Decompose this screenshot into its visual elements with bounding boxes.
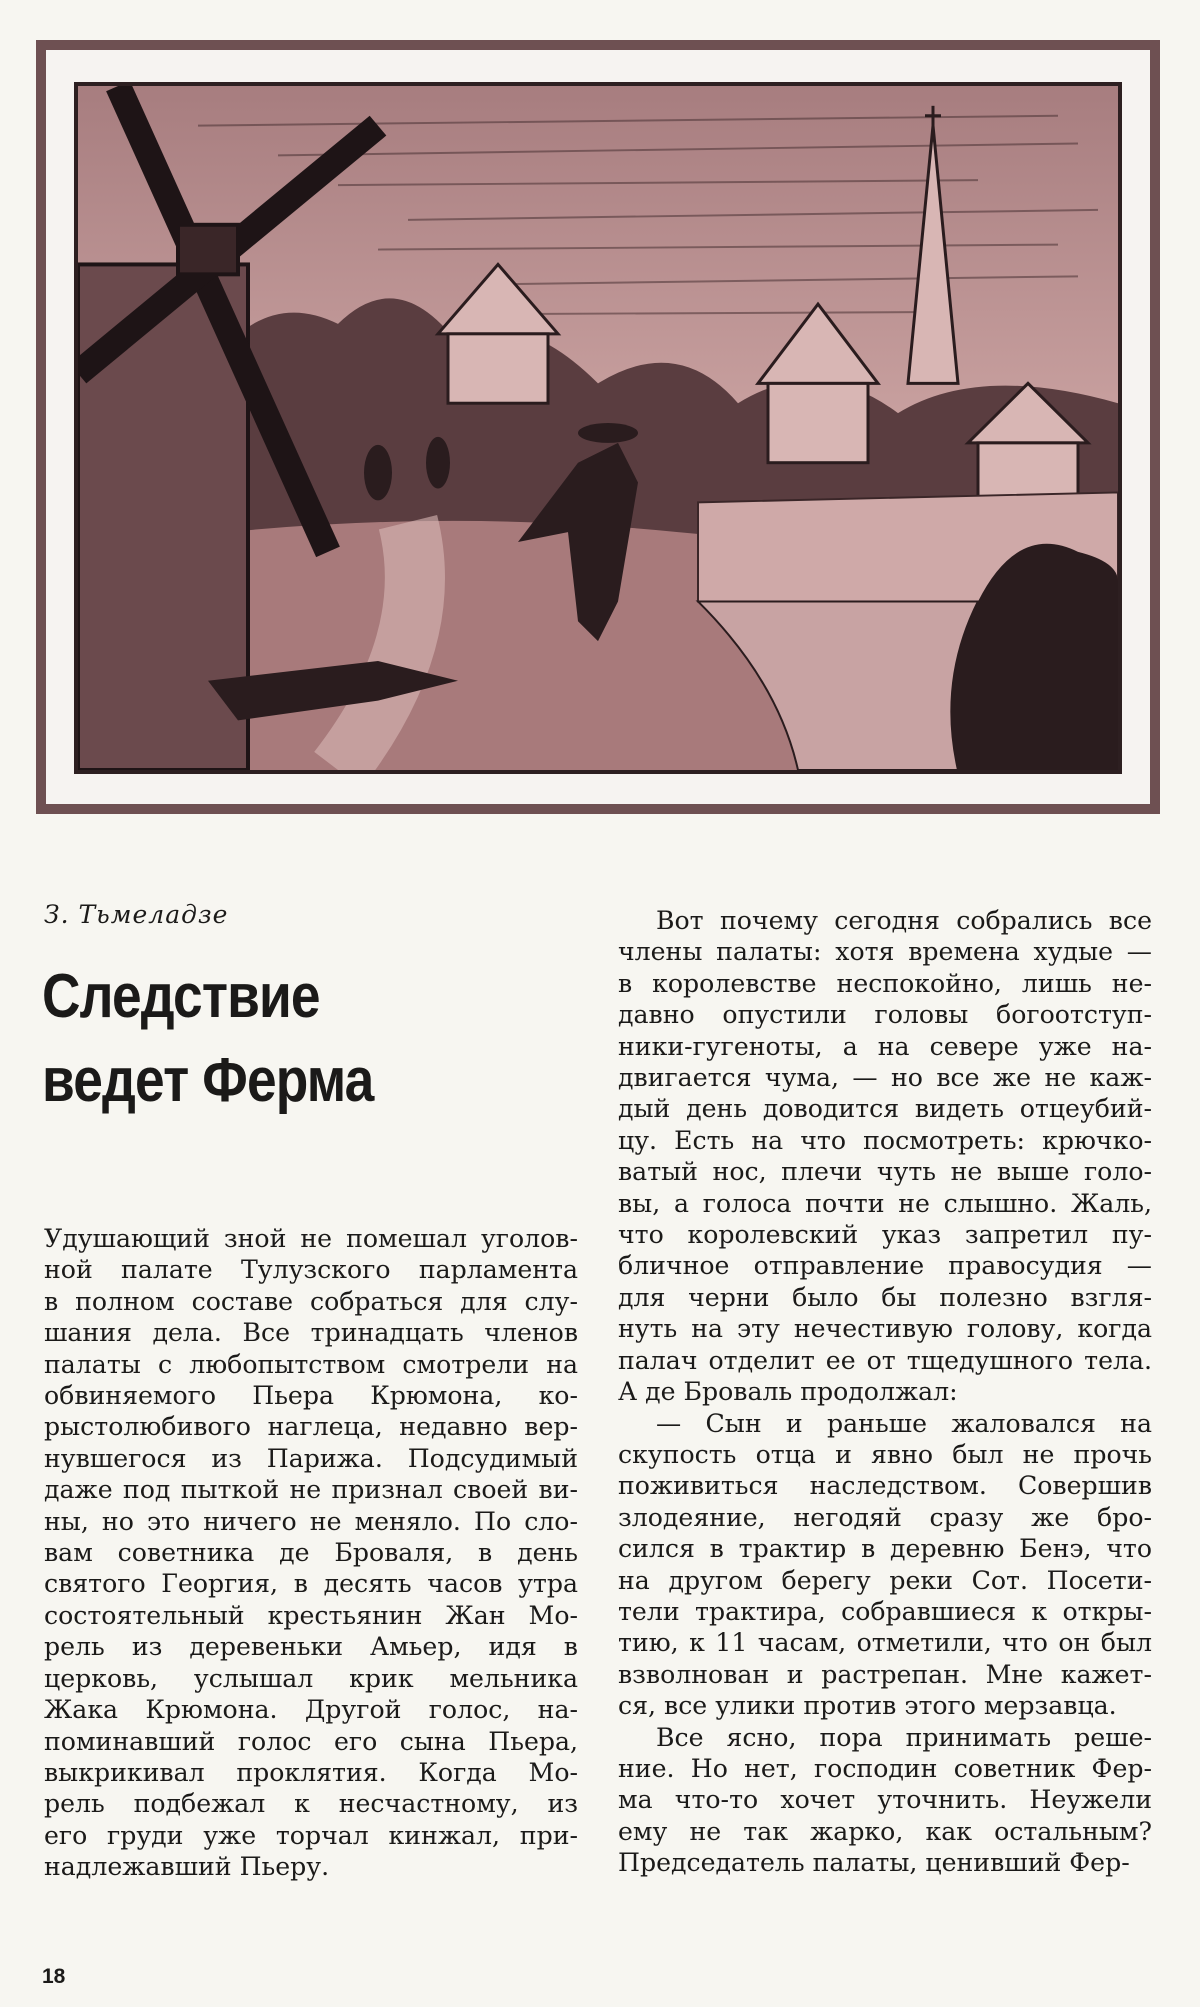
text-line: двигается чума, — но все же не каж- bbox=[618, 1063, 1152, 1093]
text-line: ему не так жарко, как остальным? bbox=[618, 1816, 1152, 1846]
text-line: скупость отца и явно был не прочь bbox=[618, 1439, 1152, 1469]
illustration-mat bbox=[46, 50, 1150, 804]
text-line: что королевский указ запретил пу- bbox=[618, 1220, 1152, 1250]
text-line: ной палате Тулузского парламента bbox=[44, 1255, 578, 1285]
text-line: рыстолюбивого наглеца, недавно вер- bbox=[44, 1412, 578, 1442]
text-line: вы, а голоса почти не слышно. Жаль, bbox=[618, 1188, 1152, 1218]
text-line: палаты с любопытством смотрели на bbox=[44, 1349, 578, 1379]
text-line: А де Броваль продолжал: bbox=[618, 1377, 958, 1407]
text-line: состоятельный крестьянин Жан Мо- bbox=[44, 1600, 578, 1630]
text-line: давно опустили головы богоотступ- bbox=[618, 1000, 1152, 1030]
title-line: Следствие bbox=[42, 962, 320, 1031]
text-column-right bbox=[618, 905, 1152, 1879]
text-line: в полном составе собраться для слу- bbox=[44, 1286, 578, 1316]
text-line: вам советника де Броваля, в день bbox=[44, 1538, 578, 1568]
text-line: его груди уже торчал кинжал, при- bbox=[44, 1820, 578, 1850]
text-line: злодеяние, негодяй сразу же бро- bbox=[618, 1502, 1152, 1532]
text-line: ся, все улики против этого мерзавца. bbox=[618, 1691, 1117, 1721]
text-line: рель из деревеньки Амьер, идя в bbox=[44, 1632, 578, 1662]
text-line: поживиться наследством. Совершив bbox=[618, 1471, 1152, 1501]
text-line: сился в трактир в деревню Бенэ, что bbox=[618, 1534, 1152, 1564]
text-line: Жака Крюмона. Другой голос, на- bbox=[44, 1695, 578, 1725]
text-line: поминавший голос его сына Пьера, bbox=[44, 1726, 578, 1756]
text-line: ны, но это ничего не меняло. По сло- bbox=[44, 1506, 578, 1536]
illustration-frame bbox=[36, 40, 1160, 814]
text-column-left bbox=[44, 1223, 578, 1883]
text-line: тию, к 11 часам, отметили, что он был bbox=[618, 1628, 1152, 1658]
text-line: святого Георгия, в десять часов утра bbox=[44, 1569, 578, 1599]
text-line: рель подбежал к несчастному, из bbox=[44, 1789, 578, 1819]
text-line: Вот почему сегодня собрались все bbox=[656, 906, 1152, 935]
text-line: шания дела. Все тринадцать членов bbox=[44, 1318, 578, 1348]
text-line: Все ясно, пора принимать реше- bbox=[656, 1722, 1152, 1752]
text-line: дый день доводится видеть отцеубий- bbox=[618, 1094, 1152, 1124]
text-line: Председатель палаты, ценивший Фер- bbox=[618, 1848, 1130, 1878]
text-line: — Сын и раньше жаловался на bbox=[656, 1408, 1152, 1438]
text-line: на другом берегу реки Сот. Посети- bbox=[618, 1565, 1152, 1595]
text-line: члены палаты: хотя времена худые — bbox=[618, 937, 1152, 967]
text-line: нуть на эту нечестивую голову, когда bbox=[618, 1314, 1152, 1344]
illustration bbox=[74, 82, 1122, 774]
text-line: ма что-то хочет уточнить. Неужели bbox=[618, 1785, 1152, 1815]
article-title bbox=[42, 955, 524, 1123]
text-line: выкрикивал проклятия. Когда Мо- bbox=[44, 1757, 578, 1787]
page-number: 18 bbox=[42, 1965, 66, 1988]
text-line: тели трактира, собравшиеся к откры- bbox=[618, 1596, 1152, 1626]
text-line: надлежавший Пьеру. bbox=[44, 1852, 330, 1882]
text-line: нувшегося из Парижа. Подсудимый bbox=[44, 1443, 578, 1473]
text-line: в королевстве неспокойно, лишь не- bbox=[618, 968, 1152, 998]
text-line: палач отделит ее от тщедушного тела. bbox=[618, 1345, 1152, 1375]
text-line: цу. Есть на что посмотреть: крючко- bbox=[618, 1125, 1152, 1155]
text-line: для черни было бы полезно взгля- bbox=[618, 1282, 1152, 1312]
byline: З. Тьмеладзе bbox=[44, 900, 229, 929]
text-line: Удушающий зной не помешал уголов- bbox=[44, 1224, 578, 1253]
title-line: ведет Ферма bbox=[42, 1046, 374, 1115]
text-line: церковь, услышал крик мельника bbox=[44, 1663, 578, 1693]
text-line: ние. Но нет, господин советник Фер- bbox=[618, 1753, 1152, 1783]
text-line: бличное отправление правосудия — bbox=[618, 1251, 1152, 1281]
text-line: обвиняемого Пьера Крюмона, ко- bbox=[44, 1381, 578, 1411]
text-line: ники-гугеноты, а на севере уже на- bbox=[618, 1031, 1152, 1061]
text-line: даже под пыткой не признал своей ви- bbox=[44, 1475, 578, 1505]
text-line: ватый нос, плечи чуть не выше голо- bbox=[618, 1157, 1152, 1187]
text-line: взволнован и растрепан. Мне кажет- bbox=[618, 1659, 1152, 1689]
windmill-village-engraving bbox=[78, 86, 1118, 770]
